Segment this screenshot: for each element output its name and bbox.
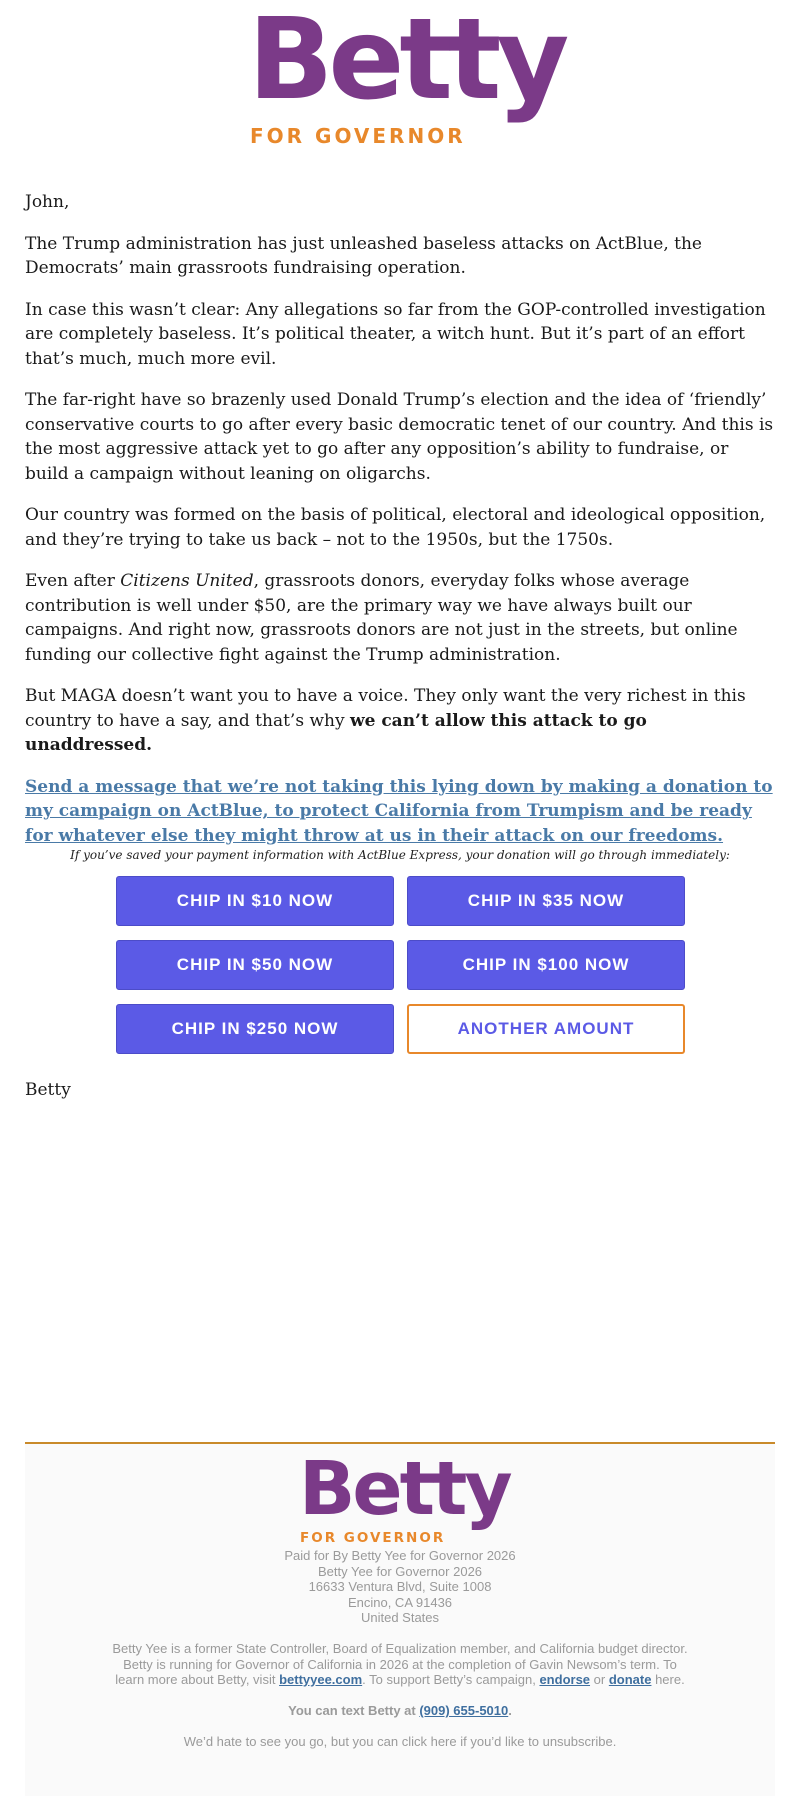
bio-line-1: Betty Yee is a former State Controller, Board of Equalization member, and California budget director. bbox=[112, 1641, 688, 1656]
citizens-united: Citizens United bbox=[120, 571, 254, 591]
text-suffix: . bbox=[508, 1703, 512, 1718]
actblue-express-note: If you’ve saved your payment information with ActBlue Express, your donation will go through immediately: bbox=[70, 848, 730, 862]
bio-3a: learn more about Betty, visit bbox=[115, 1672, 280, 1687]
logo-word: Betty bbox=[248, 0, 565, 125]
email-body bbox=[25, 190, 775, 865]
paragraph-2: In case this wasn’t clear: Any allegations so far from the GOP-controlled investigation are completely baseless. It’s political theater, a witch hunt. But it’s part of an effort that’s much, much more evil. bbox=[25, 299, 766, 369]
bio-or: or bbox=[590, 1672, 609, 1687]
endorse-link[interactable]: endorse bbox=[539, 1672, 591, 1687]
footer bbox=[25, 1442, 775, 1796]
p6-bold: we can’t allow this attack to go unaddressed. bbox=[25, 710, 647, 755]
country-line: United States bbox=[360, 1610, 440, 1625]
footer-logo-tagline: FOR GOVERNOR bbox=[300, 1530, 446, 1546]
donate-cta-link[interactable]: Send a message that we’re not taking this lying down by making a donation to my campaign on ActBlue, to protect California from Trumpism and be ready for whatever else they might throw at us in their attack on our freedoms. bbox=[25, 776, 773, 846]
bio-3b: . To support Betty’s campaign, bbox=[362, 1672, 540, 1687]
paragraph-4: Our country was formed on the basis of political, electoral and ideological opposition, and they’re trying to take us back – not to the 1950s, but the 1750s. bbox=[25, 505, 766, 550]
chip-in-50-button[interactable]: CHIP IN $50 NOW bbox=[116, 940, 394, 990]
text-prefix: You can text Betty at bbox=[288, 1703, 420, 1718]
chip-in-35-button[interactable]: CHIP IN $35 NOW bbox=[407, 876, 685, 926]
cta-paragraph bbox=[25, 775, 775, 849]
bio-line-3 bbox=[25, 1672, 775, 1688]
street-line: 16633 Ventura Blvd, Suite 1008 bbox=[308, 1579, 492, 1594]
website-link[interactable]: bettyyee.com bbox=[279, 1672, 363, 1687]
bio-line-2: Betty is running for Governor of California in 2026 at the completion of Gavin Newsom’s term. To bbox=[123, 1656, 677, 1672]
phone-link[interactable]: (909) 655-5010 bbox=[419, 1703, 509, 1718]
unsubscribe-line[interactable]: We’d hate to see you go, but you can click here if you’d like to unsubscribe. bbox=[183, 1734, 617, 1749]
p6-start: But MAGA doesn’t want you to have a voice. They only want the very richest in this country to have a say, and that’s why bbox=[25, 686, 746, 731]
city-line: Encino, CA 91436 bbox=[347, 1594, 453, 1610]
chip-in-250-button[interactable]: CHIP IN $250 NOW bbox=[116, 1004, 394, 1054]
footer-logo-word: Betty bbox=[299, 1446, 510, 1532]
footer-logo bbox=[299, 1446, 510, 1548]
donate-link[interactable]: donate bbox=[608, 1672, 652, 1687]
text-betty-line bbox=[25, 1703, 775, 1719]
logo-tagline: FOR GOVERNOR bbox=[250, 124, 466, 148]
paid-for-line: Paid for By Betty Yee for Governor 2026 bbox=[284, 1548, 516, 1563]
paragraph-6 bbox=[25, 684, 775, 758]
org-line: Betty Yee for Governor 2026 bbox=[317, 1563, 483, 1579]
header-logo bbox=[248, 0, 565, 150]
paragraph-3: The far-right have so brazenly used Donald Trump’s election and the idea of ‘friendly’ conservative courts to go after every basic democratic tenet of our country. And this is the most aggressive attack yet to go after any opposition’s ability to fundraise, or build a campaign without leaning on oligarchs. bbox=[25, 390, 774, 484]
p5-start: Even after bbox=[25, 571, 121, 591]
another-amount-button[interactable]: ANOTHER AMOUNT bbox=[407, 1004, 685, 1054]
signoff: Betty bbox=[25, 1080, 71, 1100]
chip-in-10-button[interactable]: CHIP IN $10 NOW bbox=[116, 876, 394, 926]
paragraph-1: The Trump administration has just unleashed baseless attacks on ActBlue, the Democrats’ main grassroots fundraising operation. bbox=[25, 233, 702, 278]
bio-here: here. bbox=[651, 1672, 685, 1687]
p5-rest: , grassroots donors, everyday folks whose average contribution is well under $50, are the primary way we have always built our campaigns. And right now, grassroots donors are not just in the streets, but online funding our collective fight against the Trump administration. bbox=[25, 571, 738, 665]
chip-in-100-button[interactable]: CHIP IN $100 NOW bbox=[407, 940, 685, 990]
greeting: John, bbox=[25, 192, 70, 212]
paragraph-5 bbox=[25, 569, 775, 667]
